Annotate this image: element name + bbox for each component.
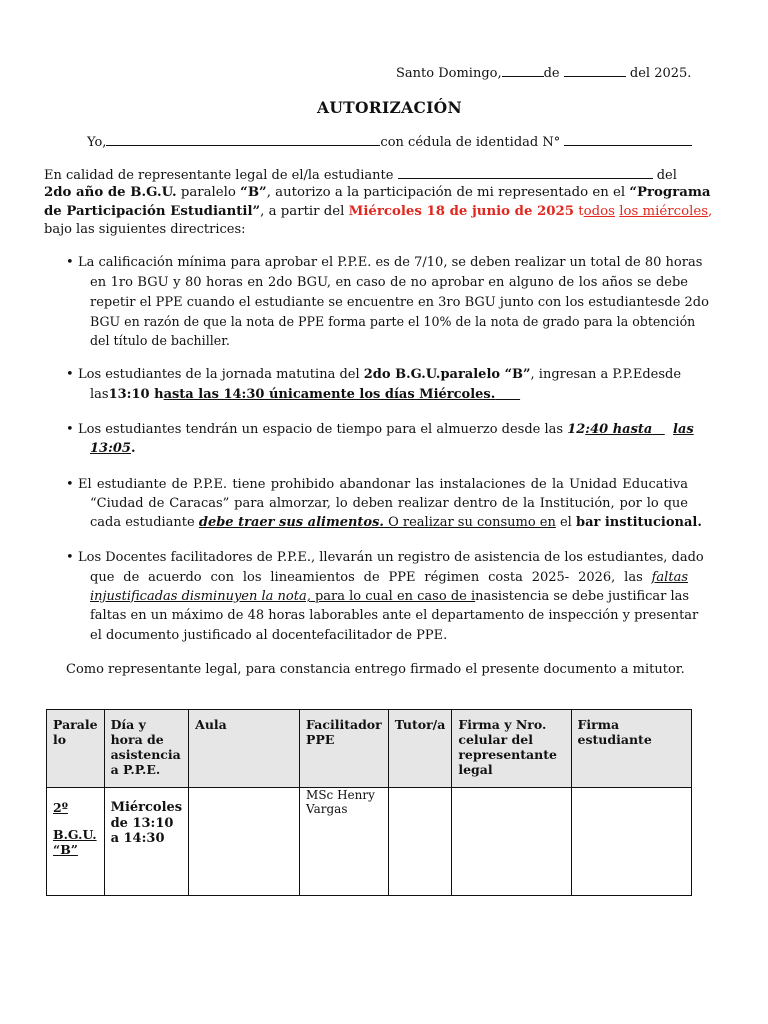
bullet-1-line-2: en 1ro BGU y 80 horas en 2do BGU, en caso de no aprobar en alguno de los años se debe [90, 275, 688, 290]
intro-line-1 [44, 166, 677, 185]
cell-paralelo [47, 788, 105, 896]
table-header-row [47, 710, 692, 788]
bullet-bold-italic: 13:05 [90, 441, 131, 456]
bullet-3-line-2 [90, 440, 136, 458]
intro-program: “Programa [629, 185, 711, 200]
bullet-5-line-4: faltas en un máximo de 48 horas laborables ante el departamento de inspección y presentar [90, 608, 699, 623]
bullet-bold: bar institucional. [575, 515, 702, 530]
bullet-italic-underline: faltas [651, 570, 688, 585]
cell-tutor[interactable] [388, 788, 452, 896]
cell-firma-estudiante[interactable] [571, 788, 691, 896]
bullet-3-line-1 [78, 421, 694, 439]
closing-statement: Como representante legal, para constancia entrego firmado el presente documento a mitutor. [66, 662, 685, 677]
bullet-marker: • [66, 255, 74, 270]
place-date-line [396, 64, 691, 83]
intro-text: , autorizo a la participación de mi representado en el [266, 185, 630, 200]
bullet-4-line-2: “Ciudad de Caracas” para almorzar, lo deben realizar dentro de la Institución, por lo que [90, 496, 688, 511]
intro-program: de Participación Estudiantil” [44, 204, 261, 219]
bullet-5-line-5: el documento justificado al docentefacilitador de PPE. [90, 628, 448, 643]
intro-red-text: , [708, 204, 713, 219]
bullet-text: las [90, 387, 109, 402]
intro-red-text: los miércoles [619, 204, 709, 219]
cell-firma-representante[interactable] [452, 788, 571, 896]
place-date-prefix: Santo Domingo, [396, 66, 502, 81]
intro-red-text: odos [583, 204, 615, 219]
intro-text: , a partir del [260, 204, 349, 219]
bullet-marker: • [66, 367, 74, 382]
cell-facilitador: MSc Henry Vargas [300, 788, 389, 896]
bullet-bold-italic: las [673, 422, 694, 437]
intro-line-3 [44, 203, 712, 221]
bullet-2-line-1 [78, 366, 681, 384]
bullet-text: que de acuerdo con los lineamientos de PPE régimen costa 2025- 2026, las [90, 570, 652, 585]
intro-start-date: Miércoles 18 de junio de 2025 [348, 204, 575, 219]
bullet-text: , ingresan a P.P.Edesde [530, 367, 682, 382]
bullet-5-line-2 [90, 569, 688, 587]
intro-line1-suffix: del [656, 168, 677, 183]
bullet-underline: para lo cual en caso de i [310, 589, 476, 604]
header-aula: Aula [189, 710, 300, 788]
place-date-de: de [543, 66, 560, 81]
bullet-4-line-3 [90, 514, 702, 532]
paralelo-grade: B.G.U. [53, 827, 97, 842]
bullet-bold-italic: 12 [567, 422, 586, 437]
intro-grade: 2do año de B.G.U. [44, 185, 177, 200]
id-number-blank[interactable] [564, 133, 692, 146]
bullet-4-line-1: El estudiante de P.P.E. tiene prohibido abandonar las instalaciones de la Unidad Educativa [78, 477, 688, 492]
bullet-marker: • [66, 477, 74, 492]
header-facilitador: Facilitador PPE [300, 710, 389, 788]
bullet-bold-italic: :40 hasta [585, 422, 653, 437]
intro-line-2 [44, 184, 711, 202]
place-date-suffix: del 2025. [629, 66, 692, 81]
header-tutor: Tutor/a [388, 710, 452, 788]
bullet-1-line-1: La calificación mínima para aprobar el P.P.E. es de 7/10, se deben realizar un total de 80 horas [78, 255, 703, 270]
paralelo-number: 2º [53, 800, 68, 815]
intro-line1-prefix: En calidad de representante legal de el/la estudiante [44, 168, 394, 183]
header-paralelo: Parale lo [47, 710, 105, 788]
intro-line-4: bajo las siguientes directrices: [44, 222, 246, 237]
bullet-bold-underline: asta las 14:30 únicamente los días Miércoles. [163, 387, 496, 402]
bullet-underline: O realizar su consumo en [383, 515, 556, 530]
bullet-5-line-1: Los Docentes facilitadores de P.P.E., llevarán un registro de asistencia de los estudiantes, dado [78, 550, 704, 565]
identity-prefix: Yo, [87, 135, 107, 150]
paralelo-letter: “B” [53, 842, 78, 857]
bullet-2-line-2 [90, 386, 520, 404]
bullet-italic-underline: injustificadas disminuyen la nota, [90, 589, 311, 604]
bullet-bold: 13:10 h [108, 387, 164, 402]
bullet-marker: • [66, 422, 74, 437]
cell-dia-hora: Miércoles de 13:10 a 14:30 [104, 788, 189, 896]
bullet-1-line-5: del título de bachiller. [90, 333, 230, 348]
schedule-table [46, 709, 692, 896]
bullet-bold-italic: debe traer sus alimentos. [198, 515, 384, 530]
identity-line [87, 133, 692, 152]
bullet-1-line-4: BGU en razón de que la nota de PPE forma parte el 10% de la nota de grado para la obtención [90, 314, 696, 329]
bullet-bold: 2do B.G.U.paralelo “B” [363, 367, 531, 382]
intro-red-text: t [574, 204, 584, 219]
intro-text: paralelo [176, 185, 241, 200]
month-blank[interactable] [564, 64, 626, 77]
bullet-text: nasistencia se debe justificar las [475, 589, 690, 604]
identity-middle: con cédula de identidad N° [380, 135, 561, 150]
header-dia-hora: Día y hora de asistencia a P.P.E. [104, 710, 189, 788]
intro-parallel: “B” [240, 185, 267, 200]
bullet-text: Los estudiantes tendrán un espacio de tiempo para el almuerzo desde las [78, 422, 568, 437]
table-row [47, 788, 692, 896]
day-blank[interactable] [502, 64, 544, 77]
bullet-marker: • [66, 550, 74, 565]
bullet-text: . [130, 441, 136, 456]
name-blank[interactable] [106, 133, 380, 146]
header-firma-estudiante: Firma estudiante [571, 710, 691, 788]
bullet-text: Los estudiantes de la jornada matutina del [78, 367, 364, 382]
header-firma-representante: Firma y Nro. celular del representante legal [452, 710, 571, 788]
bullet-text: cada estudiante [90, 515, 199, 530]
bullet-text: el [555, 515, 576, 530]
student-name-blank[interactable] [398, 166, 653, 179]
cell-aula[interactable] [189, 788, 300, 896]
bullet-1-line-3: repetir el PPE cuando el estudiante se encuentre en 3ro BGU junto con los estudiantesde 2do [90, 295, 709, 310]
bullet-5-line-3 [90, 588, 688, 606]
document-title: AUTORIZACIÓN [317, 98, 462, 117]
